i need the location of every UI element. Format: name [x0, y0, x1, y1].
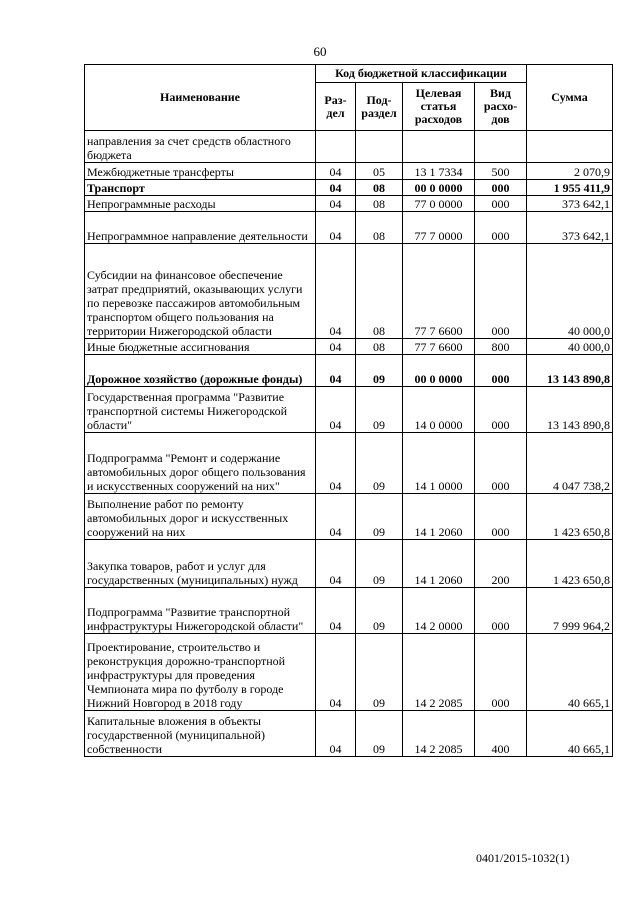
cell-name: Дорожное хозяйство (дорожные фонды) [85, 355, 316, 387]
cell-sum: 40 665,1 [527, 634, 613, 711]
cell-target-article: 77 7 6600 [403, 339, 475, 355]
cell-razdel: 04 [316, 540, 356, 588]
cell-sum: 40 665,1 [527, 711, 613, 757]
header-classification-group: Код бюджетной классификации [316, 65, 527, 83]
cell-target-article: 00 0 0000 [403, 180, 475, 196]
cell-expense-type: 000 [475, 494, 527, 540]
cell-podrazdel: 09 [356, 355, 403, 387]
cell-podrazdel: 09 [356, 387, 403, 433]
cell-name: Непрограммные расходы [85, 196, 316, 212]
cell-sum: 2 070,9 [527, 163, 613, 180]
table-row [85, 588, 613, 634]
cell-podrazdel: 08 [356, 212, 403, 244]
cell-razdel: 04 [316, 711, 356, 757]
cell-name: Выполнение работ по ремонту автомобильных дорог и искусственных сооружений на них [85, 494, 316, 540]
table-row [85, 355, 613, 387]
cell-target-article: 14 1 2060 [403, 540, 475, 588]
cell-sum: 7 999 964,2 [527, 588, 613, 634]
cell-expense-type [475, 131, 527, 163]
cell-razdel [316, 131, 356, 163]
cell-sum [527, 131, 613, 163]
cell-podrazdel: 08 [356, 339, 403, 355]
table-row [85, 163, 613, 180]
cell-razdel: 04 [316, 244, 356, 339]
cell-expense-type: 000 [475, 180, 527, 196]
cell-name: направления за счет средств областного бюджета [85, 131, 316, 163]
table-row [85, 433, 613, 494]
cell-expense-type: 000 [475, 355, 527, 387]
cell-razdel: 04 [316, 494, 356, 540]
cell-expense-type: 000 [475, 387, 527, 433]
cell-razdel: 04 [316, 387, 356, 433]
cell-sum: 1 423 650,8 [527, 494, 613, 540]
budget-table [84, 64, 613, 757]
cell-expense-type: 000 [475, 244, 527, 339]
cell-target-article: 14 2 0000 [403, 588, 475, 634]
cell-expense-type: 500 [475, 163, 527, 180]
cell-podrazdel: 09 [356, 634, 403, 711]
cell-target-article: 14 1 0000 [403, 433, 475, 494]
cell-name: Непрограммное направление деятельности [85, 212, 316, 244]
cell-name: Иные бюджетные ассигнования [85, 339, 316, 355]
cell-sum: 40 000,0 [527, 244, 613, 339]
table-row [85, 196, 613, 212]
cell-expense-type: 000 [475, 196, 527, 212]
cell-podrazdel: 08 [356, 180, 403, 196]
cell-podrazdel: 09 [356, 540, 403, 588]
table-row [85, 339, 613, 355]
cell-razdel: 04 [316, 163, 356, 180]
cell-sum: 4 047 738,2 [527, 433, 613, 494]
cell-razdel: 04 [316, 355, 356, 387]
cell-expense-type: 800 [475, 339, 527, 355]
table-row [85, 131, 613, 163]
cell-name: Подпрограмма "Развитие транспортной инфраструктуры Нижегородской области" [85, 588, 316, 634]
cell-podrazdel: 08 [356, 196, 403, 212]
header-razdel: Раз- дел [316, 83, 356, 131]
cell-razdel: 04 [316, 180, 356, 196]
table-body [85, 131, 613, 757]
cell-expense-type: 000 [475, 212, 527, 244]
cell-podrazdel: 09 [356, 588, 403, 634]
table-row [85, 494, 613, 540]
cell-razdel: 04 [316, 212, 356, 244]
cell-name: Подпрограмма "Ремонт и содержание автомобильных дорог общего пользования и искусственных сооружений на них" [85, 433, 316, 494]
cell-sum: 40 000,0 [527, 339, 613, 355]
cell-podrazdel: 05 [356, 163, 403, 180]
cell-name: Транспорт [85, 180, 316, 196]
cell-razdel: 04 [316, 634, 356, 711]
cell-expense-type: 200 [475, 540, 527, 588]
cell-podrazdel: 09 [356, 711, 403, 757]
cell-podrazdel [356, 131, 403, 163]
cell-sum: 373 642,1 [527, 196, 613, 212]
table-row [85, 212, 613, 244]
cell-razdel: 04 [316, 433, 356, 494]
cell-sum: 1 423 650,8 [527, 540, 613, 588]
cell-sum: 373 642,1 [527, 212, 613, 244]
table-row [85, 711, 613, 757]
cell-podrazdel: 09 [356, 433, 403, 494]
cell-target-article: 77 0 0000 [403, 196, 475, 212]
cell-name: Закупка товаров, работ и услуг для государственных (муниципальных) нужд [85, 540, 316, 588]
cell-sum: 13 143 890,8 [527, 387, 613, 433]
cell-razdel: 04 [316, 196, 356, 212]
cell-target-article: 14 2 2085 [403, 634, 475, 711]
cell-podrazdel: 09 [356, 494, 403, 540]
table-row [85, 180, 613, 196]
cell-target-article: 14 0 0000 [403, 387, 475, 433]
cell-expense-type: 400 [475, 711, 527, 757]
cell-name: Капитальные вложения в объекты государственной (муниципальной) собственности [85, 711, 316, 757]
cell-name: Субсидии на финансовое обеспечение затрат предприятий, оказывающих услуги по перевозке пассажиров автомобильным транспортом общего пользования на территории Нижегородской области [85, 244, 316, 339]
cell-expense-type: 000 [475, 433, 527, 494]
cell-razdel: 04 [316, 588, 356, 634]
cell-expense-type: 000 [475, 588, 527, 634]
cell-target-article: 13 1 7334 [403, 163, 475, 180]
header-name: Наименование [85, 65, 316, 131]
cell-target-article: 00 0 0000 [403, 355, 475, 387]
cell-name: Государственная программа "Развитие транспортной системы Нижегородской области" [85, 387, 316, 433]
cell-sum: 13 143 890,8 [527, 355, 613, 387]
document-code: 0401/2015-1032(1) [476, 851, 570, 865]
cell-target-article: 14 2 2085 [403, 711, 475, 757]
cell-target-article: 77 7 0000 [403, 212, 475, 244]
cell-name: Проектирование, строительство и реконструкция дорожно-транспортной инфраструктуры для проведения Чемпионата мира по футболу в городе Нижний Новгород в 2018 году [85, 634, 316, 711]
cell-name: Межбюджетные трансферты [85, 163, 316, 180]
table-row [85, 387, 613, 433]
table-row [85, 540, 613, 588]
header-expense-type: Вид расхо- дов [475, 83, 527, 131]
cell-target-article: 14 1 2060 [403, 494, 475, 540]
header-podrazdel: Под- раздел [356, 83, 403, 131]
cell-expense-type: 000 [475, 634, 527, 711]
header-sum: Сумма [527, 65, 613, 131]
cell-podrazdel: 08 [356, 244, 403, 339]
table-row [85, 634, 613, 711]
page-number: 60 [313, 44, 327, 59]
cell-target-article: 77 7 6600 [403, 244, 475, 339]
cell-sum: 1 955 411,9 [527, 180, 613, 196]
table-row [85, 244, 613, 339]
cell-razdel: 04 [316, 339, 356, 355]
cell-target-article [403, 131, 475, 163]
header-target-article: Целевая статья расходов [403, 83, 475, 131]
